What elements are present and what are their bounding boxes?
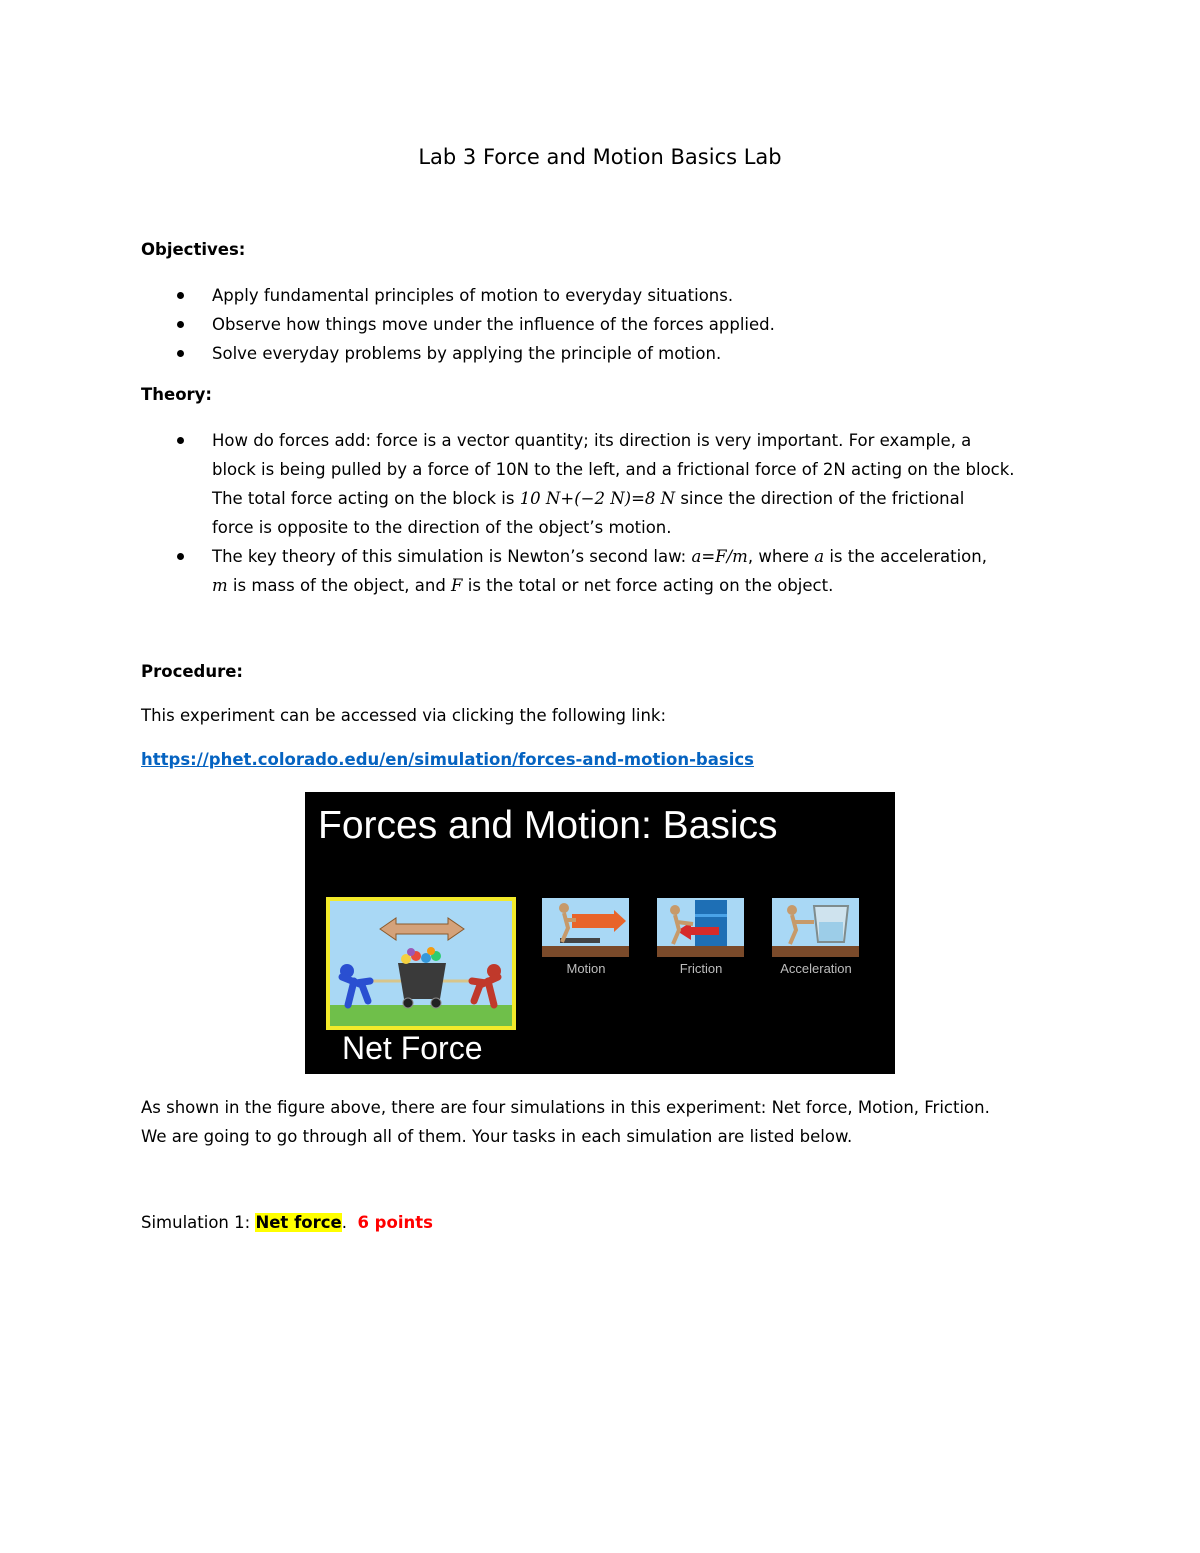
procedure-heading: Procedure: [141, 662, 244, 681]
theory-text: The key theory of this simulation is Newton’s second law: [212, 547, 692, 566]
var-m: m [212, 576, 228, 595]
theory-text: , where [747, 547, 815, 566]
friction-thumbnail[interactable] [657, 898, 744, 957]
acceleration-thumbnail[interactable] [772, 898, 859, 957]
list-item [141, 426, 1071, 542]
theory-line: since the direction of the frictional [675, 489, 965, 508]
list-item: Observe how things move under the influence of the forces applied. [141, 310, 1071, 339]
procedure-intro: This experiment can be accessed via clicking the following link: [141, 706, 667, 725]
motion-label: Motion [566, 961, 606, 976]
simulation1-separator: . [341, 1213, 358, 1232]
theory-line: block is being pulled by a force of 10N to the left, and a frictional force of 2N acting on the block. [212, 460, 1015, 479]
figure-description [141, 1093, 990, 1151]
description-line: As shown in the figure above, there are four simulations in this experiment: Net force, Motion, Friction. [141, 1098, 990, 1117]
simulation1-name: Net force [255, 1213, 342, 1232]
friction-label: Friction [679, 961, 723, 976]
theory-text: is mass of the object, and [227, 576, 452, 595]
document-title: Lab 3 Force and Motion Basics Lab [418, 145, 782, 169]
list-item [141, 542, 1071, 600]
var-a: a [814, 547, 825, 566]
simulation1-points: 6 points [357, 1213, 433, 1232]
motion-thumbnail[interactable] [542, 898, 629, 957]
simulation1-heading [141, 1213, 433, 1232]
list-item: Solve everyday problems by applying the principle of motion. [141, 339, 1071, 368]
friction-illustration [657, 898, 744, 957]
objectives-list [141, 281, 1071, 368]
theory-text: is the acceleration, [824, 547, 987, 566]
theory-line: The total force acting on the block is [212, 489, 520, 508]
tug-of-war-illustration [330, 901, 512, 1026]
theory-line: How do forces add: force is a vector quantity; its direction is very important. For example, a [212, 431, 972, 450]
list-item: Apply fundamental principles of motion to everyday situations. [141, 281, 1071, 310]
newton-equation: a=F/m [691, 547, 748, 566]
acceleration-illustration [772, 898, 859, 957]
simulation1-prefix: Simulation 1: [141, 1213, 256, 1232]
theory-line: force is opposite to the direction of the object’s motion. [212, 518, 672, 537]
description-line: We are going to go through all of them. Your tasks in each simulation are listed below. [141, 1127, 853, 1146]
acceleration-label: Acceleration [780, 961, 852, 976]
objectives-heading: Objectives: [141, 240, 246, 259]
net-force-label: Net Force [342, 1030, 483, 1066]
simulation-figure [305, 792, 895, 1074]
var-F: F [451, 576, 463, 595]
theory-list [141, 426, 1071, 600]
net-force-thumbnail[interactable] [326, 897, 516, 1030]
theory-text: is the total or net force acting on the object. [462, 576, 834, 595]
total-force-equation: 10 N+(−2 N)=8 N [519, 489, 676, 508]
simulation-link[interactable]: https://phet.colorado.edu/en/simulation/forces-and-motion-basics [141, 750, 754, 769]
sim-title: Forces and Motion: Basics [318, 804, 778, 847]
motion-illustration [542, 898, 629, 957]
theory-heading: Theory: [141, 385, 213, 404]
